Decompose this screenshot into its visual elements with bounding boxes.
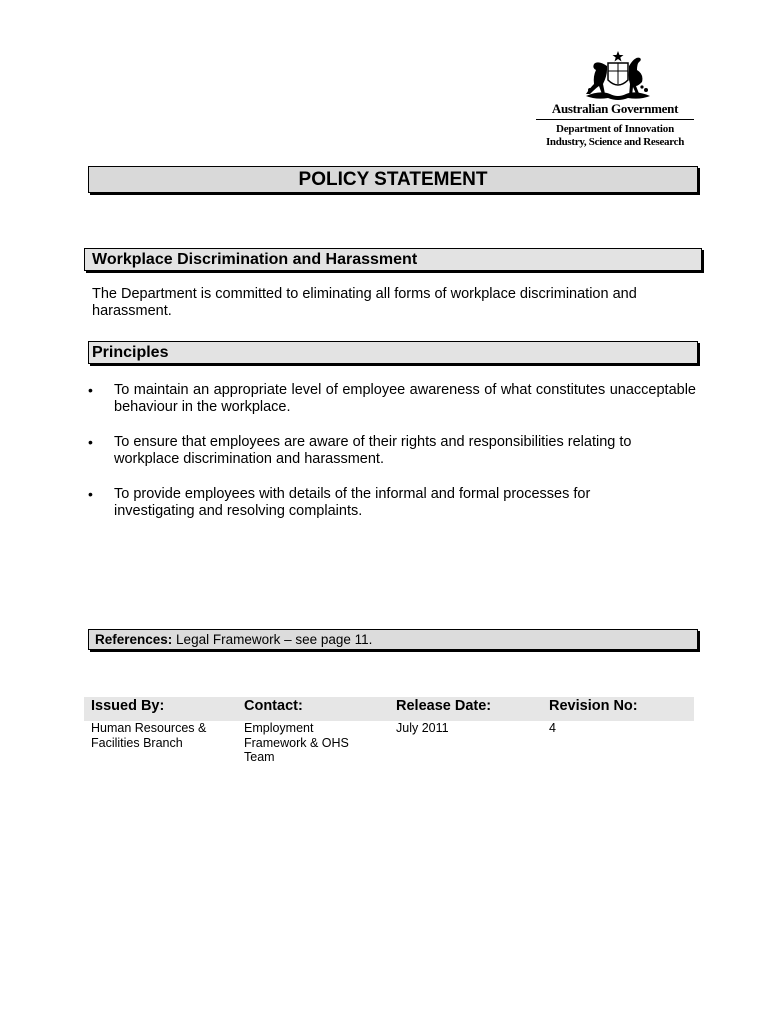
section-heading: Workplace Discrimination and Harassment bbox=[84, 248, 702, 271]
principles-heading: Principles bbox=[88, 341, 698, 364]
header-revision-no: Revision No: bbox=[549, 698, 638, 714]
department-name-continued: Industry, Science and Research bbox=[545, 136, 685, 148]
revision-no-value: 4 bbox=[549, 721, 556, 735]
issue-table-row bbox=[84, 721, 694, 771]
references-box bbox=[88, 629, 698, 650]
issue-table-header bbox=[84, 697, 694, 721]
government-name: Australian Government bbox=[551, 101, 679, 116]
references-text: Legal Framework – see page 11. bbox=[172, 632, 373, 647]
list-item bbox=[88, 486, 696, 520]
department-name: Department of Innovation bbox=[555, 123, 675, 135]
bullet-marker: • bbox=[88, 434, 93, 450]
list-item bbox=[88, 434, 696, 468]
references-label: References: bbox=[95, 632, 173, 647]
principle-text: To provide employees with details of the informal and formal processes for investigating and resolving complaints. bbox=[114, 486, 591, 519]
release-date-value: July 2011 bbox=[396, 721, 449, 735]
bullet-marker: • bbox=[88, 382, 93, 398]
header-contact: Contact: bbox=[244, 698, 303, 714]
coat-of-arms-icon bbox=[580, 50, 656, 102]
intro-paragraph: The Department is committed to eliminating all forms of workplace discrimination and harassment. bbox=[92, 286, 637, 319]
bullet-marker: • bbox=[88, 486, 93, 502]
header-release-date: Release Date: bbox=[396, 698, 492, 714]
contact-value: Employment Framework & OHS Team bbox=[244, 721, 349, 764]
principle-text: To maintain an appropriate level of employee awareness of what constitutes unacceptable behaviour in the workplace. bbox=[114, 382, 696, 415]
policy-title: POLICY STATEMENT bbox=[88, 166, 698, 193]
issued-by-value: Human Resources & Facilities Branch bbox=[91, 721, 207, 750]
logo-divider bbox=[536, 119, 694, 120]
header-issued-by: Issued By: bbox=[91, 698, 165, 714]
principle-text: To ensure that employees are aware of their rights and responsibilities relating to workplace discrimination and harassment. bbox=[114, 434, 632, 467]
list-item bbox=[88, 382, 696, 416]
